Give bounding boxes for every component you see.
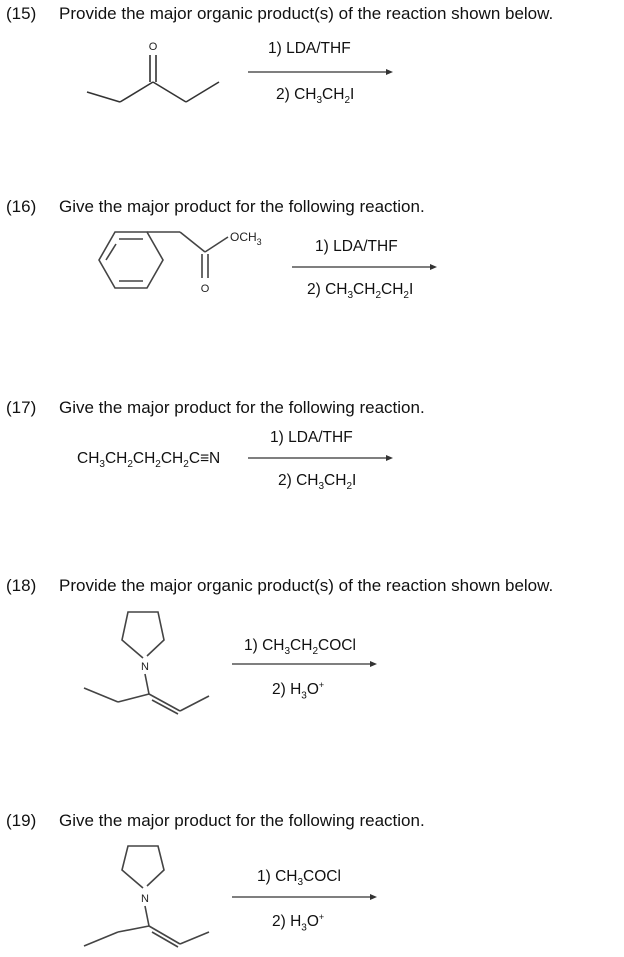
svg-text:OCH3: $OCH_3$: [230, 230, 262, 247]
question-prompt: Give the major product for the following reaction.: [59, 398, 425, 417]
oxygen-atom-label: O: [148, 41, 158, 53]
reaction-condition-step2: 2) $H_3O^+$: [272, 680, 325, 702]
reaction-condition-step1: 1) LDA/THF: [270, 429, 353, 446]
question-number: (15): [6, 4, 37, 23]
question-prompt: Provide the major organic product(s) of the reaction shown below.: [59, 576, 554, 595]
reaction-condition-step2: 2) $H_3O^+$: [272, 912, 325, 934]
reactant-formula-pentanenitrile: $CH_3CH_2CH_2CH_2C\equiv N$: [77, 450, 221, 471]
question-prompt: Give the major product for the following reaction.: [59, 811, 425, 830]
question-number: (17): [6, 398, 37, 417]
reaction-condition-step2: 2) $CH_3CH_2I$: [278, 472, 357, 493]
oxygen-atom-label: O: [200, 283, 210, 295]
reaction-condition-step1: 1) $CH_3CH_2COCl$: [244, 637, 356, 658]
question-prompt: Provide the major organic product(s) of the reaction shown below.: [59, 4, 554, 23]
reaction-condition-step1: 1) $CH_3COCl$: [257, 868, 341, 889]
reaction-condition-step1: 1) LDA/THF: [268, 40, 351, 57]
question-prompt: Give the major product for the following reaction.: [59, 197, 425, 216]
reaction-condition-step2: 2) $CH_3CH_2I$: [276, 86, 355, 107]
nitrogen-atom-label: N: [141, 661, 149, 673]
question-number: (18): [6, 576, 37, 595]
reaction-condition-step2: 2) $CH_3CH_2CH_2I$: [307, 281, 414, 302]
reaction-condition-step1: 1) LDA/THF: [315, 238, 398, 255]
nitrogen-atom-label: N: [141, 893, 149, 905]
question-number: (16): [6, 197, 37, 216]
question-number: (19): [6, 811, 37, 830]
reaction-arrow: [232, 893, 377, 903]
